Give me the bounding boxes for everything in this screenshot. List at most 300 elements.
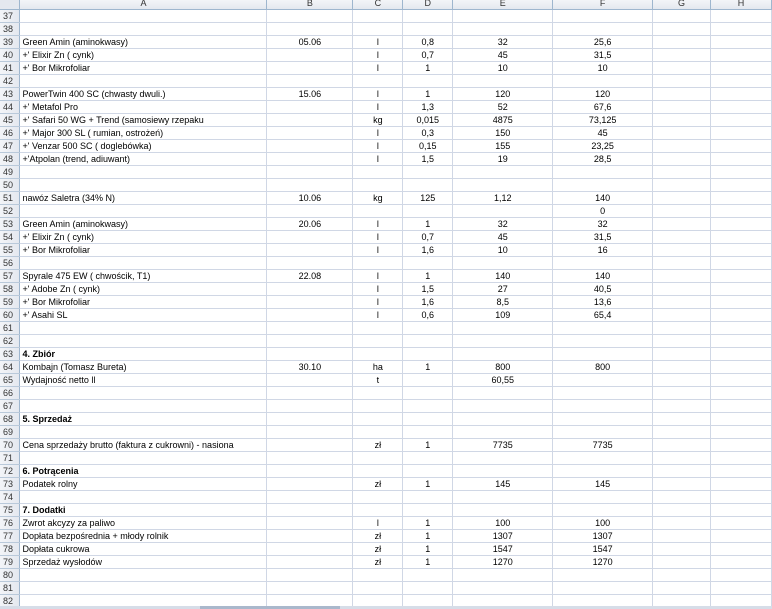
- cell-f[interactable]: [553, 465, 653, 478]
- cell-c[interactable]: [353, 322, 403, 335]
- cell-f[interactable]: 145: [553, 478, 653, 491]
- cell-h[interactable]: [711, 36, 772, 49]
- cell-b[interactable]: [267, 413, 353, 426]
- cell-h[interactable]: [711, 270, 772, 283]
- cell-g[interactable]: [653, 335, 711, 348]
- cell-b[interactable]: [267, 23, 353, 36]
- cell-d[interactable]: 1: [403, 478, 453, 491]
- cell-e[interactable]: 10: [453, 62, 553, 75]
- cell-d[interactable]: [403, 426, 453, 439]
- cell-e[interactable]: 100: [453, 517, 553, 530]
- cell-f[interactable]: [553, 374, 653, 387]
- cell-a[interactable]: 6. Potrącenia: [20, 465, 267, 478]
- cell-h[interactable]: [711, 101, 772, 114]
- cell-h[interactable]: [711, 348, 772, 361]
- row-number[interactable]: 77: [0, 530, 20, 543]
- cell-a[interactable]: 7. Dodatki: [20, 504, 267, 517]
- cell-h[interactable]: [711, 517, 772, 530]
- cell-h[interactable]: [711, 413, 772, 426]
- cell-c[interactable]: zł: [353, 543, 403, 556]
- cell-b[interactable]: [267, 231, 353, 244]
- cell-a[interactable]: [20, 257, 267, 270]
- cell-a[interactable]: +'Atpolan (trend, adiuwant): [20, 153, 267, 166]
- column-header-e[interactable]: E: [453, 0, 553, 10]
- cell-a[interactable]: +' Bor Mikrofoliar: [20, 62, 267, 75]
- cell-d[interactable]: 1: [403, 88, 453, 101]
- cell-d[interactable]: 125: [403, 192, 453, 205]
- cell-b[interactable]: [267, 257, 353, 270]
- cell-g[interactable]: [653, 465, 711, 478]
- cell-d[interactable]: 1,5: [403, 153, 453, 166]
- cell-c[interactable]: [353, 348, 403, 361]
- cell-c[interactable]: [353, 257, 403, 270]
- cell-a[interactable]: +' Elixir Zn ( cynk): [20, 49, 267, 62]
- cell-c[interactable]: [353, 426, 403, 439]
- cell-c[interactable]: t: [353, 374, 403, 387]
- cell-h[interactable]: [711, 283, 772, 296]
- cell-h[interactable]: [711, 504, 772, 517]
- row-number[interactable]: 50: [0, 179, 20, 192]
- cell-c[interactable]: l: [353, 127, 403, 140]
- select-all-corner[interactable]: [0, 0, 20, 10]
- cell-c[interactable]: [353, 569, 403, 582]
- cell-c[interactable]: [353, 400, 403, 413]
- cell-f[interactable]: 32: [553, 218, 653, 231]
- cell-d[interactable]: 1,6: [403, 296, 453, 309]
- cell-g[interactable]: [653, 582, 711, 595]
- row-number[interactable]: 57: [0, 270, 20, 283]
- row-number[interactable]: 71: [0, 452, 20, 465]
- cell-f[interactable]: [553, 10, 653, 23]
- cell-b[interactable]: [267, 374, 353, 387]
- cell-a[interactable]: Spyrale 475 EW ( chwościk, T1): [20, 270, 267, 283]
- cell-c[interactable]: l: [353, 244, 403, 257]
- cell-f[interactable]: [553, 452, 653, 465]
- cell-f[interactable]: [553, 166, 653, 179]
- cell-a[interactable]: nawóz Saletra (34% N): [20, 192, 267, 205]
- cell-d[interactable]: 1: [403, 517, 453, 530]
- cell-h[interactable]: [711, 543, 772, 556]
- cell-d[interactable]: 0,7: [403, 49, 453, 62]
- cell-h[interactable]: [711, 452, 772, 465]
- row-number[interactable]: 80: [0, 569, 20, 582]
- row-number[interactable]: 47: [0, 140, 20, 153]
- cell-a[interactable]: Green Amin (aminokwasy): [20, 36, 267, 49]
- cell-f[interactable]: 25,6: [553, 36, 653, 49]
- cell-c[interactable]: [353, 504, 403, 517]
- cell-g[interactable]: [653, 218, 711, 231]
- cell-f[interactable]: 140: [553, 270, 653, 283]
- cell-g[interactable]: [653, 10, 711, 23]
- cell-c[interactable]: zł: [353, 478, 403, 491]
- cell-c[interactable]: l: [353, 140, 403, 153]
- cell-c[interactable]: l: [353, 231, 403, 244]
- cell-a[interactable]: [20, 179, 267, 192]
- cell-a[interactable]: +' Major 300 SL ( rumian, ostrożeń): [20, 127, 267, 140]
- cell-f[interactable]: [553, 348, 653, 361]
- cell-f[interactable]: 28,5: [553, 153, 653, 166]
- cell-h[interactable]: [711, 374, 772, 387]
- cell-d[interactable]: [403, 400, 453, 413]
- row-number[interactable]: 81: [0, 582, 20, 595]
- cell-g[interactable]: [653, 231, 711, 244]
- cell-c[interactable]: kg: [353, 114, 403, 127]
- cell-g[interactable]: [653, 127, 711, 140]
- cell-c[interactable]: [353, 452, 403, 465]
- row-number[interactable]: 63: [0, 348, 20, 361]
- cell-e[interactable]: 800: [453, 361, 553, 374]
- cell-e[interactable]: [453, 348, 553, 361]
- cell-f[interactable]: [553, 335, 653, 348]
- cell-h[interactable]: [711, 62, 772, 75]
- column-header-c[interactable]: C: [353, 0, 403, 10]
- cell-a[interactable]: [20, 426, 267, 439]
- cell-h[interactable]: [711, 23, 772, 36]
- cell-c[interactable]: ha: [353, 361, 403, 374]
- cell-d[interactable]: [403, 10, 453, 23]
- cell-c[interactable]: [353, 10, 403, 23]
- column-header-b[interactable]: B: [267, 0, 353, 10]
- cell-d[interactable]: [403, 75, 453, 88]
- cell-e[interactable]: 32: [453, 36, 553, 49]
- cell-d[interactable]: [403, 23, 453, 36]
- row-number[interactable]: 40: [0, 49, 20, 62]
- cell-g[interactable]: [653, 491, 711, 504]
- cell-c[interactable]: zł: [353, 530, 403, 543]
- row-number[interactable]: 56: [0, 257, 20, 270]
- cell-b[interactable]: [267, 140, 353, 153]
- cell-b[interactable]: 15.06: [267, 88, 353, 101]
- cell-a[interactable]: [20, 452, 267, 465]
- cell-e[interactable]: 145: [453, 478, 553, 491]
- cell-f[interactable]: 13,6: [553, 296, 653, 309]
- cell-b[interactable]: [267, 179, 353, 192]
- cell-a[interactable]: Wydajność netto ll: [20, 374, 267, 387]
- cell-h[interactable]: [711, 257, 772, 270]
- row-number[interactable]: 59: [0, 296, 20, 309]
- cell-e[interactable]: [453, 335, 553, 348]
- cell-a[interactable]: Zwrot akcyzy za paliwo: [20, 517, 267, 530]
- cell-g[interactable]: [653, 309, 711, 322]
- cell-a[interactable]: [20, 400, 267, 413]
- cell-d[interactable]: 1: [403, 543, 453, 556]
- cell-g[interactable]: [653, 530, 711, 543]
- cell-a[interactable]: +' Safari 50 WG + Trend (samosiewy rzepaku: [20, 114, 267, 127]
- cell-d[interactable]: [403, 491, 453, 504]
- cell-d[interactable]: [403, 257, 453, 270]
- cell-g[interactable]: [653, 322, 711, 335]
- row-number[interactable]: 75: [0, 504, 20, 517]
- cell-h[interactable]: [711, 478, 772, 491]
- row-number[interactable]: 60: [0, 309, 20, 322]
- cell-a[interactable]: [20, 75, 267, 88]
- cell-d[interactable]: 1: [403, 439, 453, 452]
- cell-h[interactable]: [711, 140, 772, 153]
- cell-e[interactable]: 52: [453, 101, 553, 114]
- cell-a[interactable]: [20, 322, 267, 335]
- cell-e[interactable]: 19: [453, 153, 553, 166]
- row-number[interactable]: 64: [0, 361, 20, 374]
- cell-g[interactable]: [653, 543, 711, 556]
- cell-c[interactable]: [353, 387, 403, 400]
- cell-c[interactable]: l: [353, 62, 403, 75]
- cell-d[interactable]: [403, 205, 453, 218]
- cell-e[interactable]: [453, 205, 553, 218]
- cell-h[interactable]: [711, 205, 772, 218]
- cell-c[interactable]: l: [353, 36, 403, 49]
- cell-g[interactable]: [653, 49, 711, 62]
- cell-f[interactable]: [553, 491, 653, 504]
- row-number[interactable]: 48: [0, 153, 20, 166]
- cell-e[interactable]: [453, 413, 553, 426]
- cell-d[interactable]: [403, 504, 453, 517]
- cell-f[interactable]: [553, 23, 653, 36]
- cell-g[interactable]: [653, 504, 711, 517]
- cell-h[interactable]: [711, 387, 772, 400]
- cell-c[interactable]: [353, 205, 403, 218]
- cell-e[interactable]: 27: [453, 283, 553, 296]
- cell-e[interactable]: 60,55: [453, 374, 553, 387]
- cell-f[interactable]: 800: [553, 361, 653, 374]
- cell-h[interactable]: [711, 179, 772, 192]
- cell-e[interactable]: 32: [453, 218, 553, 231]
- cell-g[interactable]: [653, 62, 711, 75]
- cell-g[interactable]: [653, 244, 711, 257]
- cell-h[interactable]: [711, 296, 772, 309]
- cell-b[interactable]: [267, 166, 353, 179]
- cell-d[interactable]: [403, 413, 453, 426]
- cell-a[interactable]: Podatek rolny: [20, 478, 267, 491]
- cell-b[interactable]: [267, 426, 353, 439]
- cell-f[interactable]: 65,4: [553, 309, 653, 322]
- cell-h[interactable]: [711, 569, 772, 582]
- row-number[interactable]: 74: [0, 491, 20, 504]
- cell-h[interactable]: [711, 244, 772, 257]
- cell-b[interactable]: [267, 465, 353, 478]
- row-number[interactable]: 51: [0, 192, 20, 205]
- cell-e[interactable]: [453, 491, 553, 504]
- cell-a[interactable]: Green Amin (aminokwasy): [20, 218, 267, 231]
- cell-f[interactable]: [553, 322, 653, 335]
- cell-b[interactable]: [267, 309, 353, 322]
- cell-g[interactable]: [653, 36, 711, 49]
- cell-f[interactable]: 140: [553, 192, 653, 205]
- cell-c[interactable]: [353, 465, 403, 478]
- cell-h[interactable]: [711, 309, 772, 322]
- cell-f[interactable]: 31,5: [553, 49, 653, 62]
- cell-h[interactable]: [711, 10, 772, 23]
- cell-e[interactable]: [453, 166, 553, 179]
- cell-e[interactable]: 1270: [453, 556, 553, 569]
- cell-g[interactable]: [653, 478, 711, 491]
- cell-e[interactable]: [453, 179, 553, 192]
- cell-d[interactable]: 1,5: [403, 283, 453, 296]
- row-number[interactable]: 37: [0, 10, 20, 23]
- cell-c[interactable]: [353, 179, 403, 192]
- cell-f[interactable]: [553, 582, 653, 595]
- cell-b[interactable]: [267, 569, 353, 582]
- cell-e[interactable]: [453, 452, 553, 465]
- cell-c[interactable]: l: [353, 88, 403, 101]
- cell-g[interactable]: [653, 140, 711, 153]
- row-number[interactable]: 55: [0, 244, 20, 257]
- cell-f[interactable]: 31,5: [553, 231, 653, 244]
- cell-b[interactable]: [267, 400, 353, 413]
- cell-d[interactable]: 1: [403, 218, 453, 231]
- cell-a[interactable]: 5. Sprzedaż: [20, 413, 267, 426]
- cell-a[interactable]: +' Asahi SL: [20, 309, 267, 322]
- row-number[interactable]: 65: [0, 374, 20, 387]
- cell-e[interactable]: 150: [453, 127, 553, 140]
- row-number[interactable]: 44: [0, 101, 20, 114]
- cell-c[interactable]: l: [353, 309, 403, 322]
- cell-h[interactable]: [711, 114, 772, 127]
- cell-e[interactable]: 140: [453, 270, 553, 283]
- cell-g[interactable]: [653, 23, 711, 36]
- cell-c[interactable]: [353, 335, 403, 348]
- cell-d[interactable]: [403, 322, 453, 335]
- cell-h[interactable]: [711, 465, 772, 478]
- cell-h[interactable]: [711, 192, 772, 205]
- cell-g[interactable]: [653, 361, 711, 374]
- cell-d[interactable]: [403, 569, 453, 582]
- cell-a[interactable]: [20, 10, 267, 23]
- cell-e[interactable]: 10: [453, 244, 553, 257]
- cell-d[interactable]: [403, 335, 453, 348]
- cell-f[interactable]: 45: [553, 127, 653, 140]
- row-number[interactable]: 66: [0, 387, 20, 400]
- cell-a[interactable]: +' Elixir Zn ( cynk): [20, 231, 267, 244]
- cell-d[interactable]: [403, 374, 453, 387]
- cell-e[interactable]: [453, 387, 553, 400]
- cell-h[interactable]: [711, 88, 772, 101]
- column-header-f[interactable]: F: [553, 0, 653, 10]
- row-number[interactable]: 52: [0, 205, 20, 218]
- cell-e[interactable]: [453, 10, 553, 23]
- cell-e[interactable]: 45: [453, 231, 553, 244]
- row-number[interactable]: 62: [0, 335, 20, 348]
- cell-h[interactable]: [711, 322, 772, 335]
- cell-e[interactable]: [453, 569, 553, 582]
- row-number[interactable]: 78: [0, 543, 20, 556]
- cell-a[interactable]: Kombajn (Tomasz Bureta): [20, 361, 267, 374]
- cell-h[interactable]: [711, 582, 772, 595]
- cell-d[interactable]: [403, 166, 453, 179]
- cell-f[interactable]: 1307: [553, 530, 653, 543]
- row-number[interactable]: 43: [0, 88, 20, 101]
- cell-d[interactable]: 1: [403, 270, 453, 283]
- cell-f[interactable]: [553, 400, 653, 413]
- cell-f[interactable]: [553, 426, 653, 439]
- cell-b[interactable]: [267, 556, 353, 569]
- cell-e[interactable]: 1547: [453, 543, 553, 556]
- row-number[interactable]: 72: [0, 465, 20, 478]
- cell-b[interactable]: [267, 348, 353, 361]
- cell-g[interactable]: [653, 452, 711, 465]
- cell-g[interactable]: [653, 257, 711, 270]
- cell-e[interactable]: [453, 582, 553, 595]
- cell-e[interactable]: 120: [453, 88, 553, 101]
- cell-f[interactable]: 67,6: [553, 101, 653, 114]
- cell-f[interactable]: [553, 75, 653, 88]
- cell-g[interactable]: [653, 166, 711, 179]
- cell-d[interactable]: [403, 179, 453, 192]
- row-number[interactable]: 49: [0, 166, 20, 179]
- cell-f[interactable]: 120: [553, 88, 653, 101]
- cell-g[interactable]: [653, 387, 711, 400]
- cell-g[interactable]: [653, 88, 711, 101]
- cell-g[interactable]: [653, 75, 711, 88]
- cell-b[interactable]: [267, 504, 353, 517]
- cell-e[interactable]: 45: [453, 49, 553, 62]
- cell-e[interactable]: 8,5: [453, 296, 553, 309]
- cell-b[interactable]: [267, 49, 353, 62]
- cell-h[interactable]: [711, 153, 772, 166]
- cell-f[interactable]: 23,25: [553, 140, 653, 153]
- cell-b[interactable]: [267, 387, 353, 400]
- cell-a[interactable]: +' Adobe Zn ( cynk): [20, 283, 267, 296]
- column-header-g[interactable]: G: [653, 0, 711, 10]
- cell-a[interactable]: [20, 335, 267, 348]
- cell-d[interactable]: 1: [403, 62, 453, 75]
- cell-d[interactable]: [403, 348, 453, 361]
- cell-a[interactable]: PowerTwin 400 SC (chwasty dwuli.): [20, 88, 267, 101]
- cell-b[interactable]: [267, 517, 353, 530]
- cell-f[interactable]: [553, 179, 653, 192]
- cell-b[interactable]: [267, 62, 353, 75]
- cell-b[interactable]: [267, 582, 353, 595]
- cell-h[interactable]: [711, 335, 772, 348]
- cell-g[interactable]: [653, 270, 711, 283]
- cell-c[interactable]: l: [353, 270, 403, 283]
- cell-g[interactable]: [653, 296, 711, 309]
- cell-c[interactable]: [353, 413, 403, 426]
- row-number[interactable]: 53: [0, 218, 20, 231]
- cell-a[interactable]: Sprzedaż wysłodów: [20, 556, 267, 569]
- cell-f[interactable]: [553, 504, 653, 517]
- cell-c[interactable]: [353, 23, 403, 36]
- row-number[interactable]: 69: [0, 426, 20, 439]
- cell-b[interactable]: [267, 283, 353, 296]
- cell-g[interactable]: [653, 192, 711, 205]
- column-header-h[interactable]: H: [711, 0, 772, 10]
- row-number[interactable]: 67: [0, 400, 20, 413]
- cell-f[interactable]: [553, 257, 653, 270]
- cell-f[interactable]: 1270: [553, 556, 653, 569]
- cell-b[interactable]: [267, 153, 353, 166]
- cell-h[interactable]: [711, 218, 772, 231]
- cell-a[interactable]: +' Venzar 500 SC ( doglebówka): [20, 140, 267, 153]
- cell-h[interactable]: [711, 556, 772, 569]
- cell-f[interactable]: 0: [553, 205, 653, 218]
- cell-a[interactable]: [20, 166, 267, 179]
- cell-h[interactable]: [711, 127, 772, 140]
- cell-b[interactable]: [267, 127, 353, 140]
- cell-e[interactable]: [453, 504, 553, 517]
- cell-b[interactable]: [267, 335, 353, 348]
- cell-c[interactable]: l: [353, 49, 403, 62]
- row-number[interactable]: 58: [0, 283, 20, 296]
- cell-f[interactable]: [553, 387, 653, 400]
- cell-h[interactable]: [711, 491, 772, 504]
- cell-e[interactable]: 109: [453, 309, 553, 322]
- cell-c[interactable]: kg: [353, 192, 403, 205]
- cell-g[interactable]: [653, 205, 711, 218]
- row-number[interactable]: 68: [0, 413, 20, 426]
- cell-b[interactable]: [267, 478, 353, 491]
- cell-a[interactable]: Dopłata bezpośrednia + młody rolnik: [20, 530, 267, 543]
- cell-d[interactable]: 1: [403, 530, 453, 543]
